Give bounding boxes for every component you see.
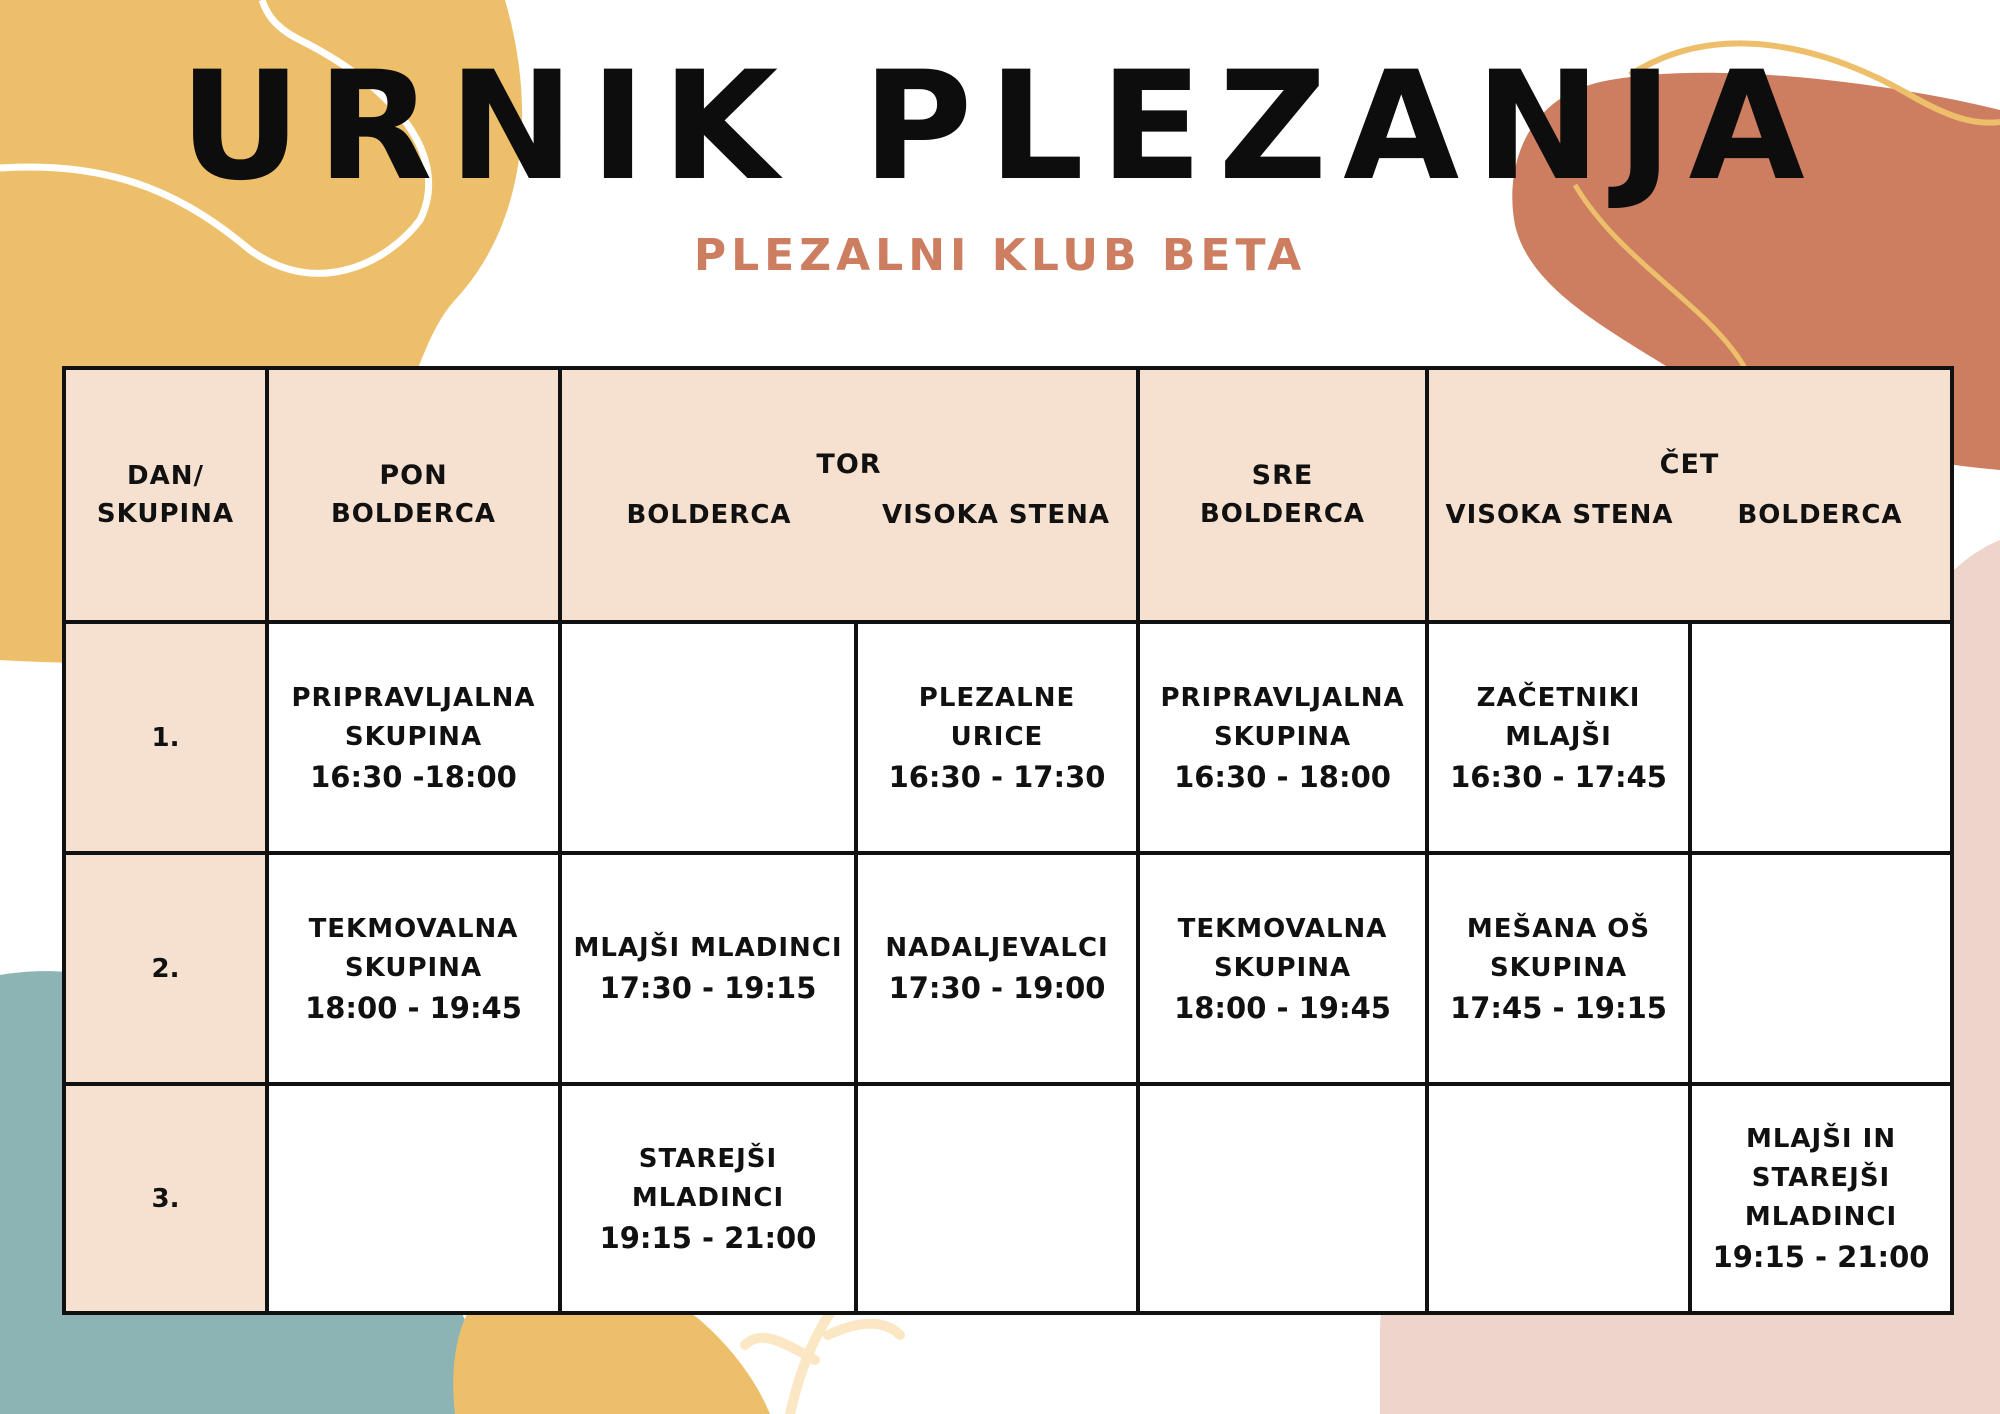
corner-header-group: SKUPINA (96, 499, 235, 529)
slot-cet-visoka-stena-1: ZAČETNIKI MLAJŠI 16:30 - 17:45 (1427, 622, 1690, 853)
climbing-schedule-table (62, 366, 1954, 1315)
venue-tor-visoka-stena: VISOKA STENA (856, 494, 1138, 622)
slot-cet-visoka-stena-3 (1427, 1084, 1690, 1313)
day-name-pon: PON (379, 460, 448, 491)
venue-pon: BOLDERCA (330, 499, 497, 529)
leaf-decoration (745, 1300, 900, 1414)
corner-header-day: DAN/ (127, 461, 204, 491)
row-label: 3. (64, 1084, 267, 1313)
venue-sre: BOLDERCA (1199, 499, 1366, 529)
corner-header (64, 368, 267, 622)
slot-tor-visoka-stena-3 (856, 1084, 1138, 1313)
row-label: 1. (64, 622, 267, 853)
header-tor: TOR (560, 368, 1138, 494)
table-row (64, 1084, 1952, 1313)
venue-tor-bolderca: BOLDERCA (560, 494, 856, 622)
slot-tor-bolderca-2: MLAJŠI MLADINCI 17:30 - 19:15 (560, 853, 856, 1084)
venue-cet-bolderca: BOLDERCA (1690, 494, 1952, 622)
club-name-subtitle: PLEZALNI KLUB BETA (693, 230, 1307, 281)
header-pon (267, 368, 560, 622)
day-name-sre: SRE (1251, 460, 1314, 491)
slot-cet-bolderca-3: MLAJŠI IN STAREJŠI MLADINCI 19:15 - 21:00 (1690, 1084, 1952, 1313)
slot-pon-1: PRIPRAVLJALNA SKUPINA 16:30 -18:00 (267, 622, 560, 853)
header-sre (1138, 368, 1427, 622)
slot-tor-visoka-stena-1: PLEZALNE URICE 16:30 - 17:30 (856, 622, 1138, 853)
slot-pon-2: TEKMOVALNA SKUPINA 18:00 - 19:45 (267, 853, 560, 1084)
slot-cet-bolderca-1 (1690, 622, 1952, 853)
venue-cet-visoka-stena: VISOKA STENA (1427, 494, 1690, 622)
table-row (64, 853, 1952, 1084)
row-label: 2. (64, 853, 267, 1084)
slot-tor-bolderca-1 (560, 622, 856, 853)
slot-sre-3 (1138, 1084, 1427, 1313)
table-row (64, 622, 1952, 853)
header-cet: ČET (1427, 368, 1952, 494)
slot-sre-1: PRIPRAVLJALNA SKUPINA 16:30 - 18:00 (1138, 622, 1427, 853)
slot-pon-3 (267, 1084, 560, 1313)
slot-cet-bolderca-2 (1690, 853, 1952, 1084)
slot-cet-visoka-stena-2: MEŠANA OŠ SKUPINA 17:45 - 19:15 (1427, 853, 1690, 1084)
page-title: URNIK PLEZANJA (179, 40, 1821, 214)
slot-sre-2: TEKMOVALNA SKUPINA 18:00 - 19:45 (1138, 853, 1427, 1084)
slot-tor-visoka-stena-2: NADALJEVALCI 17:30 - 19:00 (856, 853, 1138, 1084)
slot-tor-bolderca-3: STAREJŠI MLADINCI 19:15 - 21:00 (560, 1084, 856, 1313)
